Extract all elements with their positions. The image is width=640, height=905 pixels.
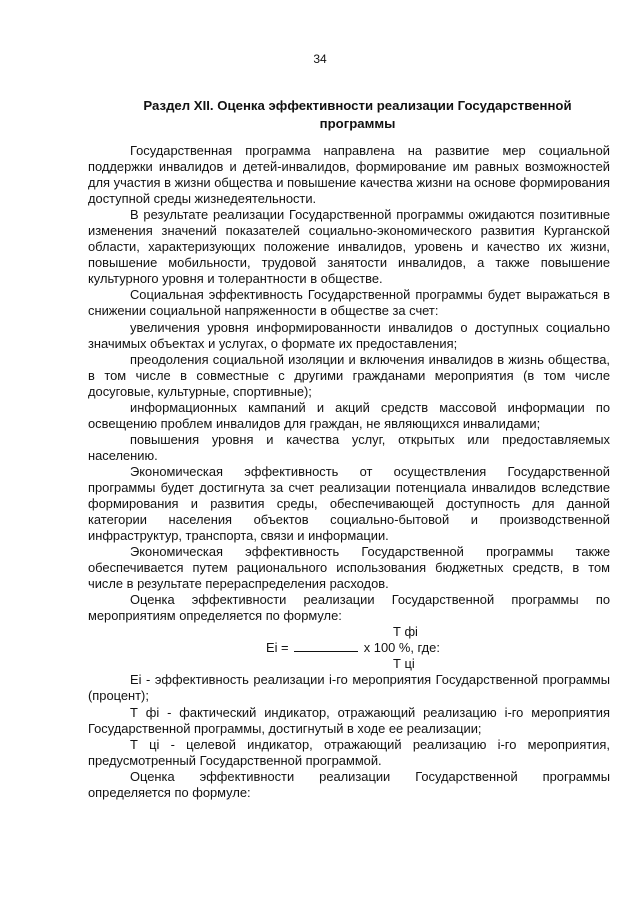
definition-paragraph: Еi - эффективность реализации i-го мероприятия Государственной программы (процент);	[88, 672, 610, 704]
paragraph: Экономическая эффективность от осуществления Государственной программы будет достигнута за счет реализации потенциала инвалидов вследствие формирования и развития среды, обеспечивающей доступность для данной категории населения объектов социально-бытовой и производственной инфраструктур, транспорта, связи и информации.	[88, 463, 610, 544]
paragraph: В результате реализации Государственной программы ожидаются позитивные изменения значений показателей социально-экономического развития Курганской области, характеризующих положение инвалидов, уровень и качество их жизни, повышение мобильности, трудовой занятости инвалидов, а также повышение культурного уровня и толерантности в обществе.	[88, 207, 610, 287]
paragraph: Государственная программа направлена на развитие мер социальной поддержки инвалидов и детей-инвалидов, формирование им равных возможностей для участия в жизни общества и повышение качества жизни на основе формирования доступной среды жизнедеятельности.	[88, 143, 610, 207]
definition-paragraph: Т фi - фактический индикатор, отражающий реализацию i-го мероприятия Государственной программы, достигнутый в ходе ее реализации;	[88, 704, 610, 736]
list-item: увеличения уровня информированности инвалидов о доступных социально значимых объектах и услугах, о формате их предоставления;	[88, 319, 610, 351]
list-item: преодоления социальной изоляции и включения инвалидов в жизнь общества, в том числе в совместные с другими гражданами мероприятия (в том числе досуговые, культурные, спортивные);	[88, 351, 610, 399]
formula-numerator: Т фi	[393, 624, 418, 640]
list-item: информационных кампаний и акций средств массовой информации по освещению проблем инвалидов для граждан, не являющихся инвалидами;	[88, 399, 610, 431]
fraction-bar	[294, 640, 358, 652]
formula-rhs: х 100 %, где:	[363, 640, 440, 656]
paragraph: Экономическая эффективность Государственной программы также обеспечивается путем рационального использования бюджетных средств, в том числе в результате перераспределения расходов.	[88, 544, 610, 592]
paragraph: Социальная эффективность Государственной программы будет выражаться в снижении социальной напряженности в обществе за счет:	[88, 287, 610, 319]
document-body	[88, 143, 610, 801]
formula-lhs: Еi =	[266, 640, 289, 656]
list-item: повышения уровня и качества услуг, открытых или предоставляемых населению.	[88, 431, 610, 463]
formula-denominator: Т цi	[393, 656, 415, 672]
page-number: 34	[313, 52, 327, 66]
paragraph: Оценка эффективности реализации Государственной программы по мероприятиям определяется по формуле:	[88, 592, 610, 624]
formula-line	[266, 640, 440, 656]
definition-paragraph: Т цi - целевой индикатор, отражающий реализацию i-го мероприятия, предусмотренный Государственной программой.	[88, 736, 610, 768]
section-heading: Раздел XII. Оценка эффективности реализации Государственной программы	[143, 98, 572, 131]
efficiency-formula	[88, 624, 610, 672]
paragraph: Оценка эффективности реализации Государственной программы определяется по формуле:	[88, 768, 610, 800]
